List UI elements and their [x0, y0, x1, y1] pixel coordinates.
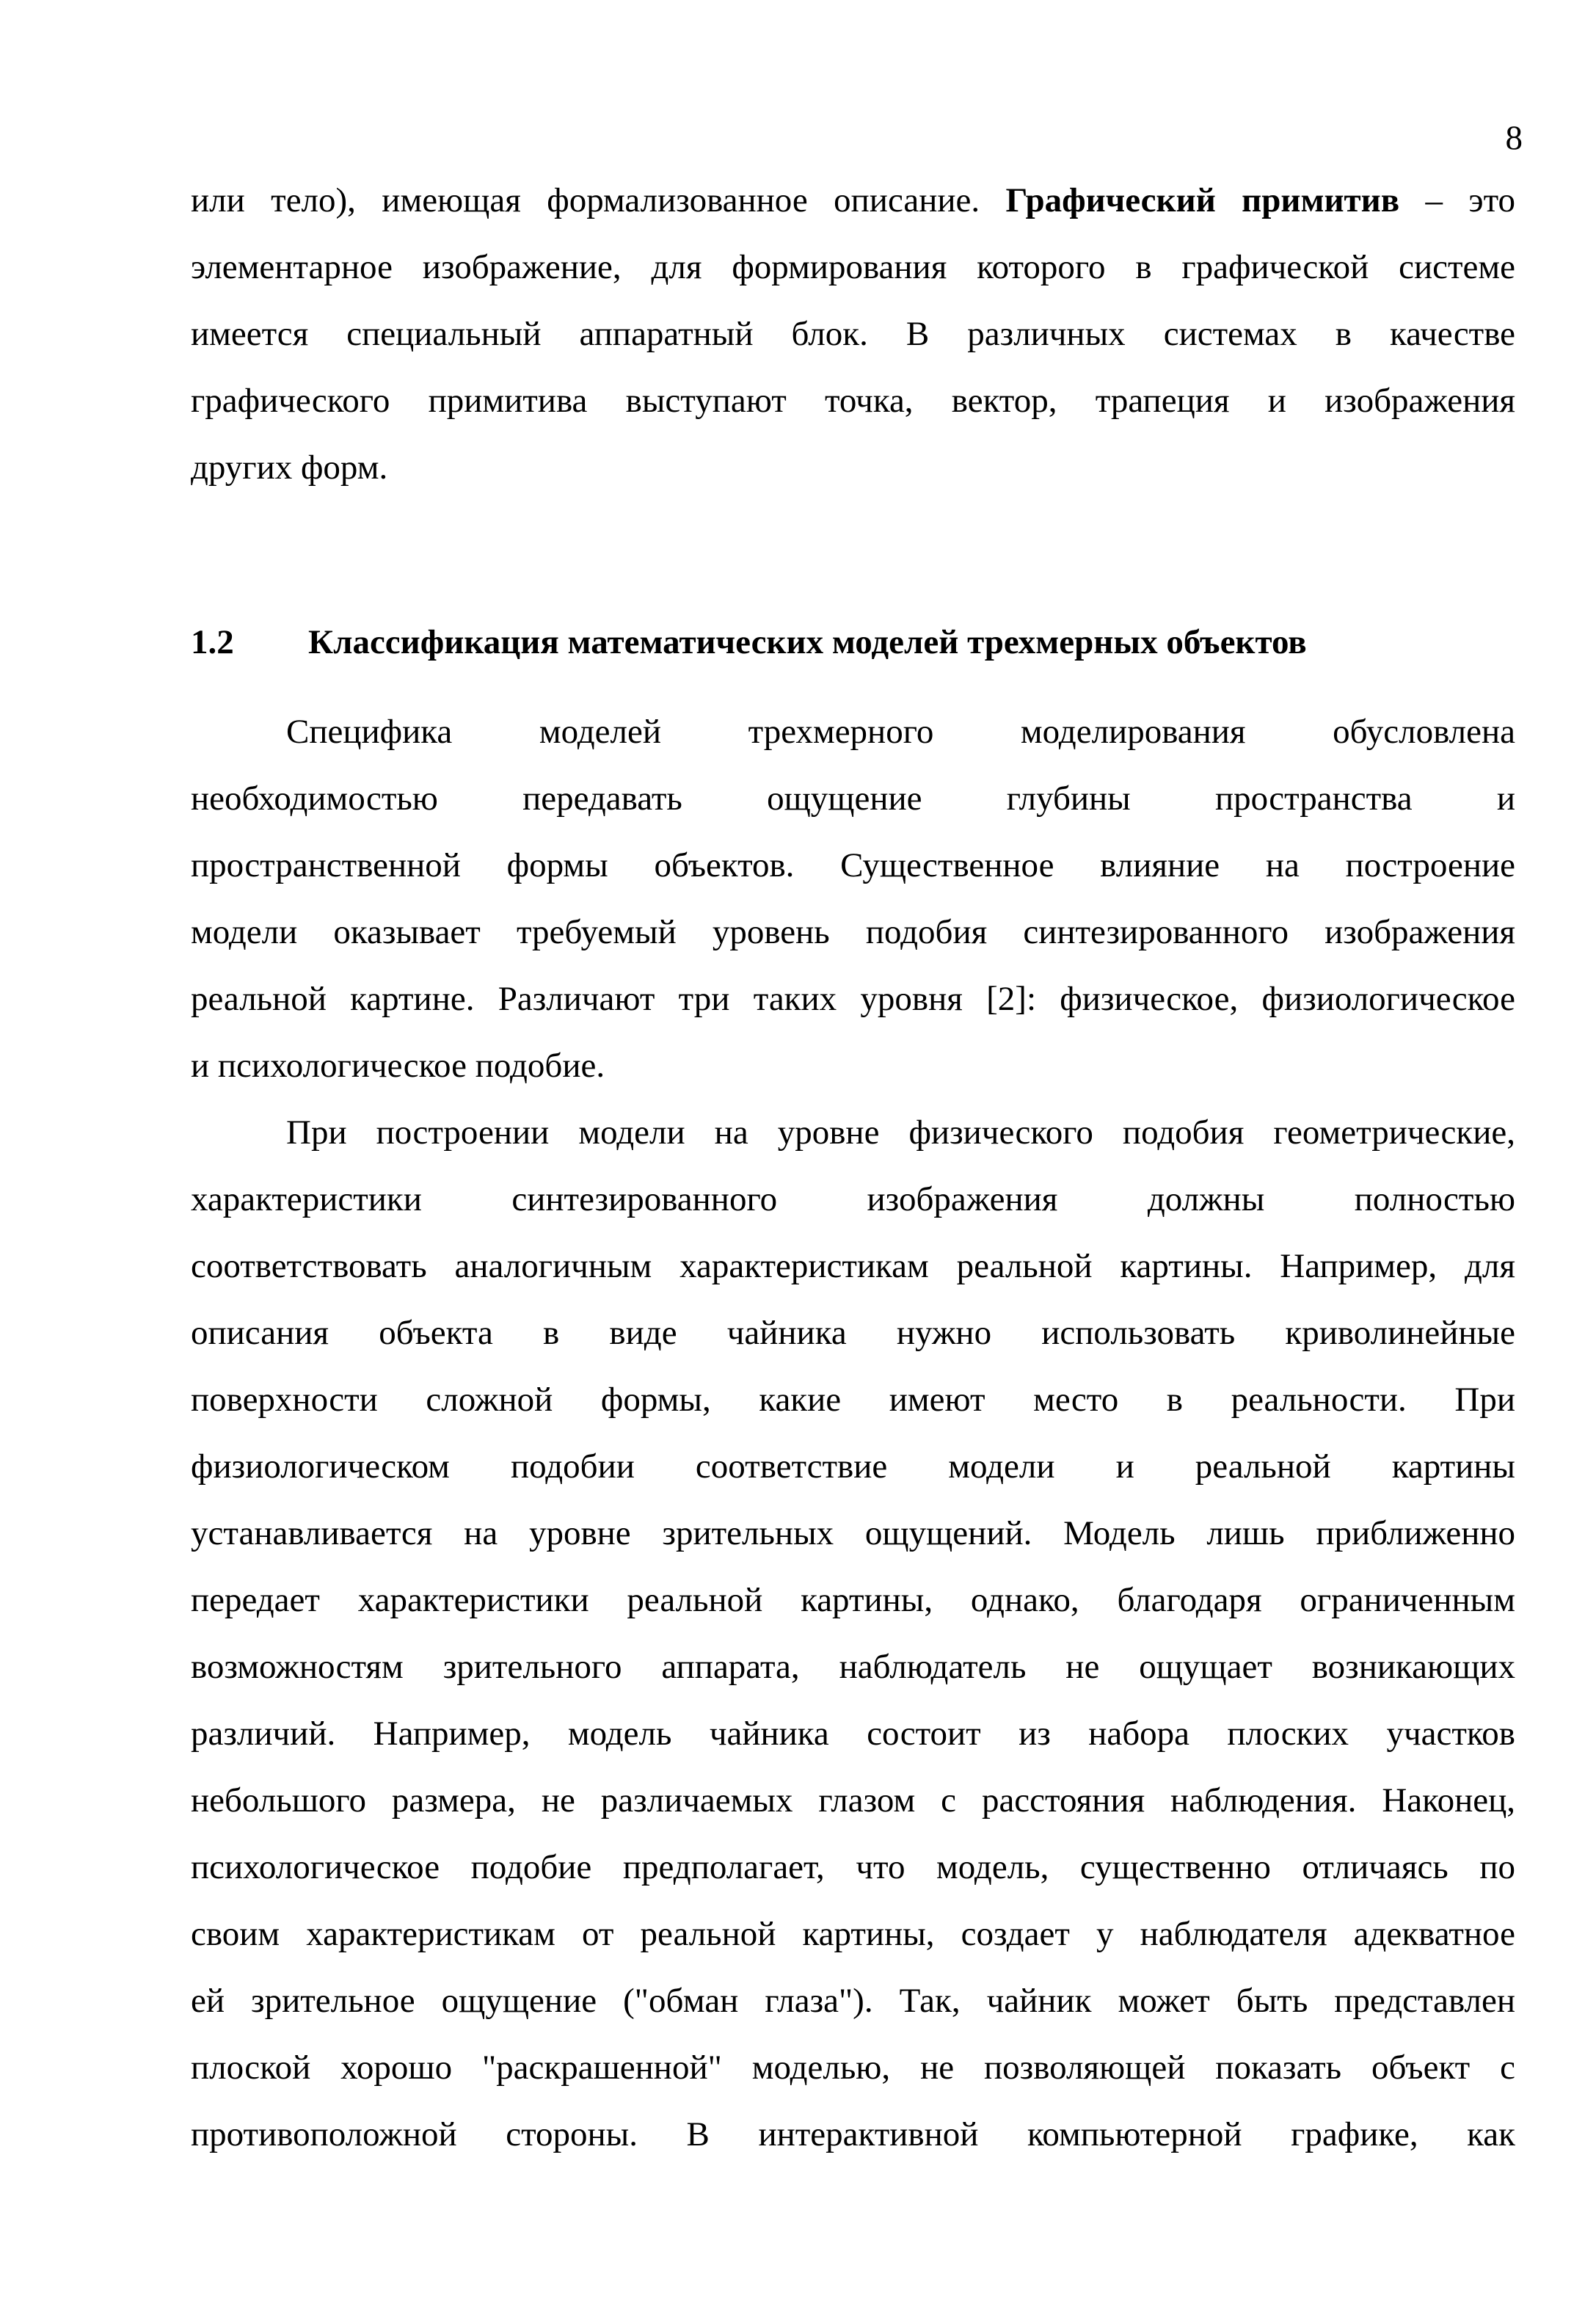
- text-line: [191, 2035, 1515, 2101]
- text-line: [191, 1701, 1515, 1767]
- page-number: 8: [1505, 119, 1523, 157]
- section-number: 1.2: [191, 623, 234, 661]
- text-line: [191, 301, 1515, 368]
- text-segment: психологическое подобие предполагает, что модель, существенно отличаясь по: [191, 1848, 1515, 1886]
- text-line: [191, 1033, 1515, 1099]
- paragraph-similarity-levels: [191, 1099, 1515, 2168]
- text-segment: соответствовать аналогичным характеристикам реальной картины. Например, для: [191, 1247, 1515, 1285]
- text-segment: модели оказывает требуемый уровень подобия синтезированного изображения: [191, 913, 1515, 951]
- text-segment: графического примитива выступают точка, вектор, трапеция и изображения: [191, 382, 1515, 420]
- paragraph-model-specifics: [191, 699, 1515, 1099]
- text-line: [191, 1500, 1515, 1567]
- text-segment: Специфика моделей трехмерного моделирования обусловлена: [286, 713, 1515, 751]
- text-segment: описания объекта в виде чайника нужно использовать криволинейные: [191, 1314, 1515, 1352]
- text-segment: устанавливается на уровне зрительных ощущений. Модель лишь приближенно: [191, 1514, 1515, 1552]
- text-segment: При построении модели на уровне физического подобия геометрические,: [286, 1113, 1515, 1152]
- text-segment: имеется специальный аппаратный блок. В различных системах в качестве: [191, 315, 1515, 353]
- bold-term: Графический примитив: [1005, 181, 1400, 219]
- text-line: [191, 699, 1515, 766]
- text-line: [191, 1901, 1515, 1968]
- text-line: [191, 435, 1515, 501]
- text-line: [191, 1433, 1515, 1500]
- text-line: [191, 1300, 1515, 1367]
- text-segment: реальной картине. Различают три таких уровня [2]: физическое, физиологическое: [191, 980, 1515, 1018]
- text-line: [191, 1233, 1515, 1300]
- text-segment: характеристики синтезированного изображения должны полностью: [191, 1180, 1515, 1218]
- text-segment: пространственной формы объектов. Существенное влияние на построение: [191, 846, 1515, 884]
- text-segment: небольшого размера, не различаемых глазом с расстояния наблюдения. Наконец,: [191, 1781, 1515, 1820]
- text-segment: ей зрительное ощущение ("обман глаза"). Так, чайник может быть представлен: [191, 1982, 1515, 2020]
- text-segment: физиологическом подобии соответствие модели и реальной картины: [191, 1447, 1515, 1486]
- text-segment: плоской хорошо "раскрашенной" моделью, не позволяющей показать объект с: [191, 2049, 1515, 2087]
- document-content: [191, 167, 1515, 2168]
- text-line: [191, 766, 1515, 832]
- text-line: [191, 167, 1515, 234]
- text-line: [191, 1367, 1515, 1433]
- text-line: [191, 1634, 1515, 1701]
- text-segment: возможностям зрительного аппарата, наблюдатель не ощущает возникающих: [191, 1648, 1515, 1686]
- text-line: [191, 234, 1515, 301]
- text-line: [191, 966, 1515, 1033]
- text-line: [191, 1968, 1515, 2035]
- text-segment: противоположной стороны. В интерактивной компьютерной графике, как: [191, 2115, 1515, 2153]
- text-line: [191, 1567, 1515, 1634]
- text-segment: и психологическое подобие.: [191, 1047, 605, 1085]
- text-line: [191, 832, 1515, 899]
- text-segment: или тело), имеющая формализованное описание.: [191, 181, 1006, 219]
- section-heading-1-2: [191, 609, 1515, 676]
- text-segment: своим характеристикам от реальной картины, создает у наблюдателя адекватное: [191, 1915, 1515, 1953]
- text-line: [191, 1099, 1515, 1166]
- text-segment: различий. Например, модель чайника состоит из набора плоских участков: [191, 1715, 1515, 1753]
- text-segment: необходимостью передавать ощущение глубины пространства и: [191, 779, 1515, 818]
- text-segment: других форм.: [191, 448, 388, 487]
- text-segment: – это: [1399, 181, 1515, 219]
- text-line: [191, 2101, 1515, 2168]
- text-line: [191, 1767, 1515, 1834]
- section-title: Классификация математических моделей трехмерных объектов: [308, 623, 1307, 661]
- text-segment: поверхности сложной формы, какие имеют место в реальности. При: [191, 1381, 1515, 1419]
- text-segment: элементарное изображение, для формирования которого в графической системе: [191, 248, 1515, 286]
- paragraph-graphic-primitive: [191, 167, 1515, 501]
- text-line: [191, 1834, 1515, 1901]
- text-line: [191, 899, 1515, 966]
- text-line: [191, 1166, 1515, 1233]
- text-segment: передает характеристики реальной картины, однако, благодаря ограниченным: [191, 1581, 1515, 1619]
- text-line: [191, 368, 1515, 435]
